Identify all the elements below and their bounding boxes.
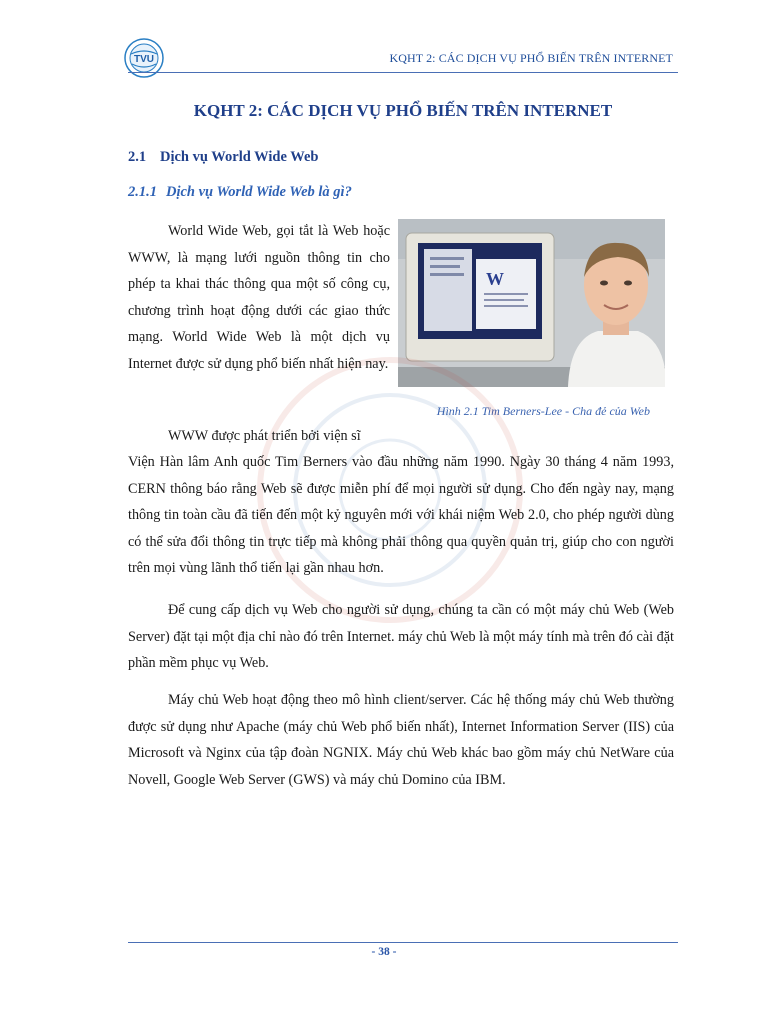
header-divider (128, 72, 678, 73)
paragraph-2-first-line: WWW được phát triển bởi viện sĩ (168, 428, 361, 444)
page-number: - 38 - (371, 946, 397, 958)
subsection-heading (128, 184, 352, 201)
svg-text:TVU: TVU (134, 54, 154, 65)
paragraph-intro: World Wide Web, gọi tắt là Web hoặc WWW, là mạng lưới nguồn thông tin cho phép ta khai thác thông qua một số công cụ, chương trình hoạt động dưới các giao thức mạng. World Wide Web là một dịch vụ Internet được sử dụng phổ biến nhất hiện nay. (128, 223, 390, 372)
paragraph-3: Để cung cấp dịch vụ Web cho người sử dụng, chúng ta cần có một máy chủ Web (Web Server) đặt tại một địa chỉ nào đó trên Internet. máy chủ Web là một máy tính mà trên đó cài đặt phần mềm phục vụ Web. (128, 602, 674, 671)
paragraph-4: Máy chủ Web hoạt động theo mô hình client/server. Các hệ thống máy chủ Web thường được sử dụng như Apache (máy chủ Web phổ biến nhất), Internet Information Server (IIS) của Microsoft và Nginx của tập đoàn NGNIX. Máy chủ Web khác bao gồm máy chủ NetWare của Novell, Google Web Server (GWS) và máy chủ Domino của IBM. (128, 692, 674, 788)
section-title: Dịch vụ World Wide Web (160, 149, 319, 165)
figure-photo (398, 219, 665, 387)
paragraph-2-body: Viện Hàn lâm Anh quốc Tim Berners vào đầu những năm 1990. Ngày 30 tháng 4 năm 1993, CERN thông báo rằng Web sẽ được miễn phí để mọi người sử dụng. Cho đến ngày nay, mạng thông tin toàn cầu đã tiến đến một kỷ nguyên mới với khái niệm Web 2.0, cho phép người dùng có thể sửa đổi thông tin trực tiếp mà không phải thông qua quyền quản trị, giúp cho con người trên mọi vùng lãnh thổ tiến lại gần nhau hơn. (128, 454, 674, 576)
chapter-title: KQHT 2: CÁC DỊCH VỤ PHỔ BIẾN TRÊN INTERNET (193, 101, 613, 120)
subsection-title: Dịch vụ World Wide Web là gì? (166, 184, 352, 200)
running-header: KQHT 2: CÁC DỊCH VỤ PHỔ BIẾN TRÊN INTERNET (389, 51, 673, 65)
subsection-number: 2.1.1 (128, 184, 157, 200)
section-heading (128, 149, 318, 166)
svg-text:W: W (486, 269, 504, 289)
section-number: 2.1 (128, 149, 147, 165)
figure-caption: Hình 2.1 Tim Berners-Lee - Cha đẻ của Web (436, 404, 650, 418)
footer-divider (128, 942, 678, 943)
